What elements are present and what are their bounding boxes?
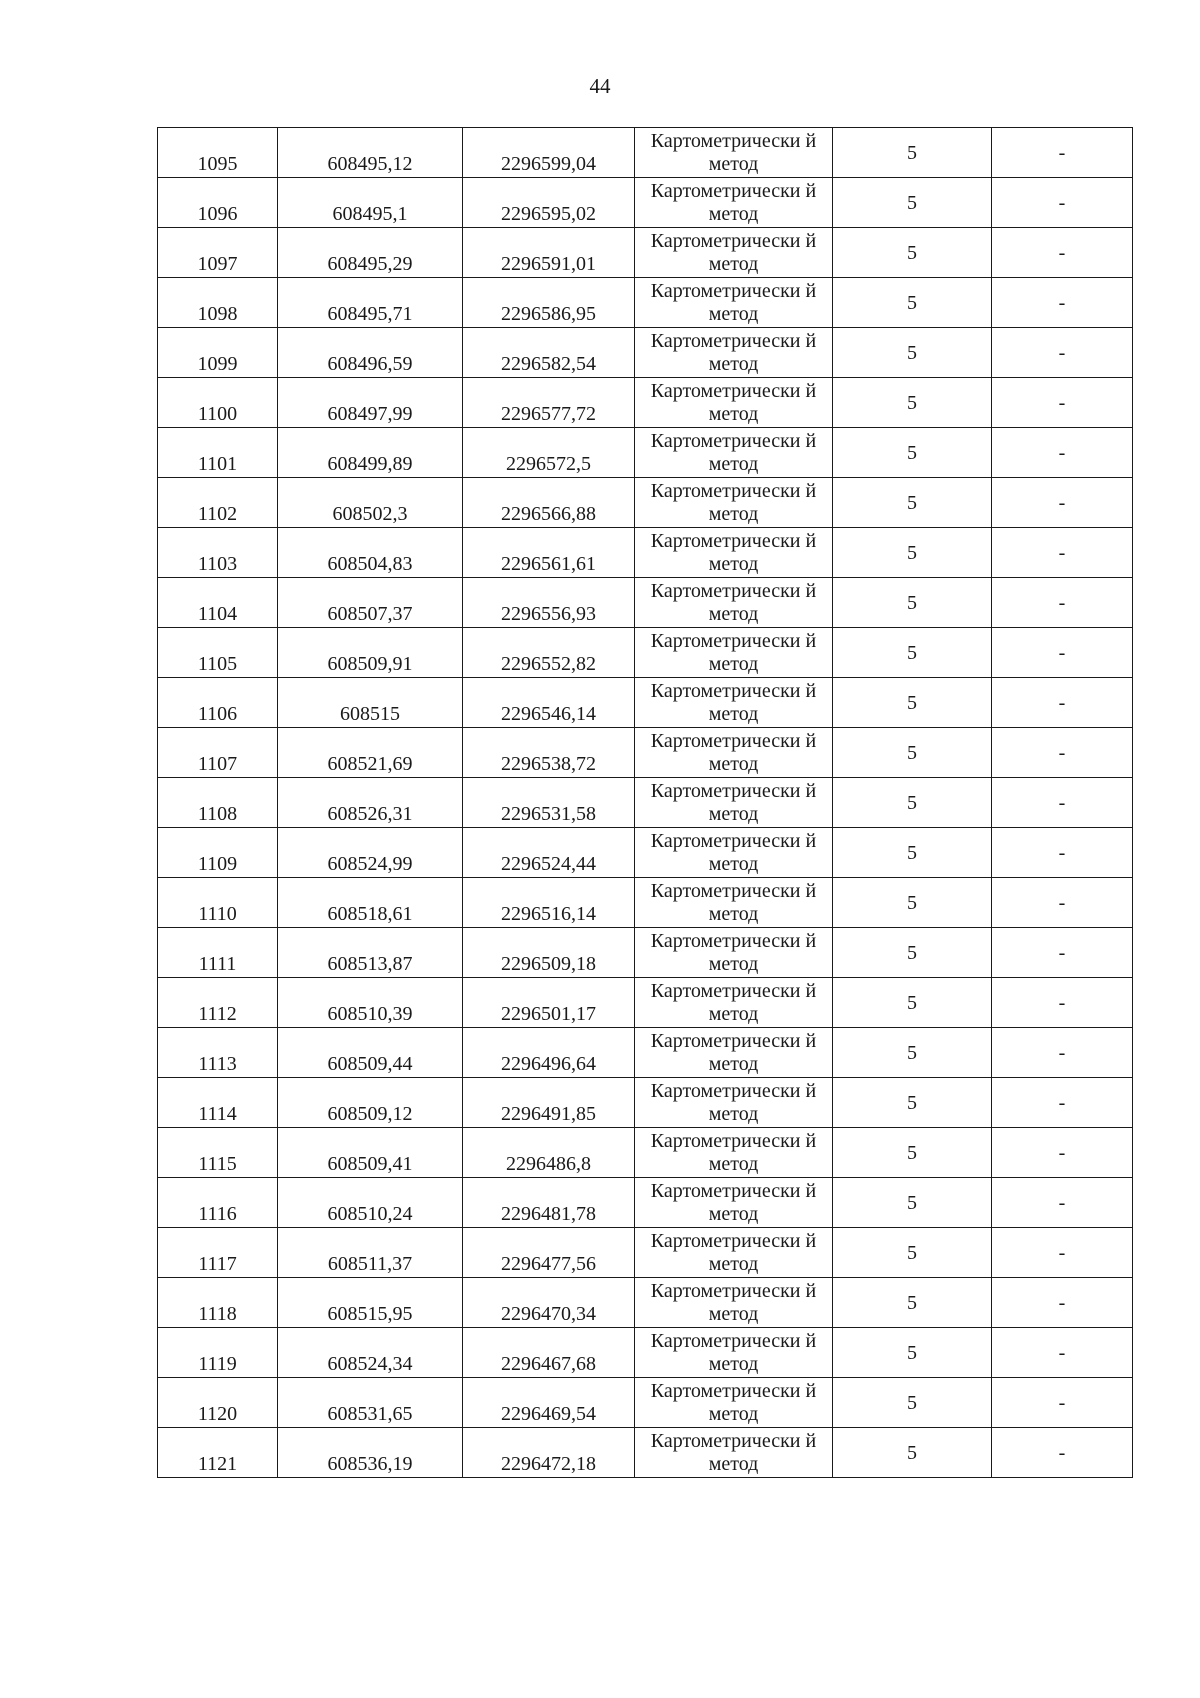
- accuracy-cell: 5: [833, 278, 992, 328]
- point-number-cell: 1110: [158, 878, 278, 928]
- method-cell: Картометрически й метод: [635, 1278, 833, 1328]
- point-number-cell: 1112: [158, 978, 278, 1028]
- table-row: [158, 878, 1133, 928]
- y-coordinate-cell: 2296552,82: [463, 628, 635, 678]
- y-coordinate-cell: 2296586,95: [463, 278, 635, 328]
- y-coordinate-cell: 2296599,04: [463, 128, 635, 178]
- accuracy-cell: 5: [833, 328, 992, 378]
- accuracy-cell: 5: [833, 378, 992, 428]
- table-row: [158, 778, 1133, 828]
- note-cell: -: [992, 828, 1133, 878]
- method-cell: Картометрически й метод: [635, 728, 833, 778]
- y-coordinate-cell: 2296582,54: [463, 328, 635, 378]
- accuracy-cell: 5: [833, 828, 992, 878]
- point-number-cell: 1107: [158, 728, 278, 778]
- y-coordinate-cell: 2296561,61: [463, 528, 635, 578]
- method-cell: Картометрически й метод: [635, 1028, 833, 1078]
- x-coordinate-cell: 608509,41: [278, 1128, 463, 1178]
- x-coordinate-cell: 608509,12: [278, 1078, 463, 1128]
- x-coordinate-cell: 608518,61: [278, 878, 463, 928]
- table-row: [158, 1378, 1133, 1428]
- method-cell: Картометрически й метод: [635, 128, 833, 178]
- accuracy-cell: 5: [833, 578, 992, 628]
- table-row: [158, 578, 1133, 628]
- table-row: [158, 1228, 1133, 1278]
- method-cell: Картометрически й метод: [635, 178, 833, 228]
- note-cell: -: [992, 428, 1133, 478]
- table-row: [158, 378, 1133, 428]
- point-number-cell: 1116: [158, 1178, 278, 1228]
- note-cell: -: [992, 1178, 1133, 1228]
- y-coordinate-cell: 2296538,72: [463, 728, 635, 778]
- accuracy-cell: 5: [833, 528, 992, 578]
- table-row: [158, 828, 1133, 878]
- method-cell: Картометрически й метод: [635, 878, 833, 928]
- accuracy-cell: 5: [833, 1028, 992, 1078]
- table-row: [158, 1128, 1133, 1178]
- accuracy-cell: 5: [833, 1178, 992, 1228]
- accuracy-cell: 5: [833, 678, 992, 728]
- accuracy-cell: 5: [833, 728, 992, 778]
- method-cell: Картометрически й метод: [635, 378, 833, 428]
- point-number-cell: 1101: [158, 428, 278, 478]
- table-row: [158, 978, 1133, 1028]
- point-number-cell: 1114: [158, 1078, 278, 1128]
- accuracy-cell: 5: [833, 1228, 992, 1278]
- accuracy-cell: 5: [833, 1078, 992, 1128]
- note-cell: -: [992, 1278, 1133, 1328]
- x-coordinate-cell: 608524,99: [278, 828, 463, 878]
- note-cell: -: [992, 1128, 1133, 1178]
- accuracy-cell: 5: [833, 1428, 992, 1478]
- page-number: 44: [589, 74, 611, 98]
- table-row: [158, 1028, 1133, 1078]
- y-coordinate-cell: 2296467,68: [463, 1328, 635, 1378]
- method-cell: Картометрически й метод: [635, 1078, 833, 1128]
- note-cell: -: [992, 928, 1133, 978]
- x-coordinate-cell: 608499,89: [278, 428, 463, 478]
- point-number-cell: 1103: [158, 528, 278, 578]
- method-cell: Картометрически й метод: [635, 1128, 833, 1178]
- y-coordinate-cell: 2296501,17: [463, 978, 635, 1028]
- method-cell: Картометрически й метод: [635, 678, 833, 728]
- method-cell: Картометрически й метод: [635, 428, 833, 478]
- y-coordinate-cell: 2296472,18: [463, 1428, 635, 1478]
- table-row: [158, 1078, 1133, 1128]
- method-cell: Картометрически й метод: [635, 778, 833, 828]
- x-coordinate-cell: 608536,19: [278, 1428, 463, 1478]
- note-cell: -: [992, 1228, 1133, 1278]
- method-cell: Картометрически й метод: [635, 328, 833, 378]
- point-number-cell: 1099: [158, 328, 278, 378]
- point-number-cell: 1115: [158, 1128, 278, 1178]
- y-coordinate-cell: 2296595,02: [463, 178, 635, 228]
- accuracy-cell: 5: [833, 778, 992, 828]
- y-coordinate-cell: 2296524,44: [463, 828, 635, 878]
- table-row: [158, 678, 1133, 728]
- x-coordinate-cell: 608510,39: [278, 978, 463, 1028]
- x-coordinate-cell: 608531,65: [278, 1378, 463, 1428]
- point-number-cell: 1120: [158, 1378, 278, 1428]
- x-coordinate-cell: 608507,37: [278, 578, 463, 628]
- table-row: [158, 178, 1133, 228]
- point-number-cell: 1119: [158, 1328, 278, 1378]
- table-row: [158, 128, 1133, 178]
- accuracy-cell: 5: [833, 1278, 992, 1328]
- y-coordinate-cell: 2296577,72: [463, 378, 635, 428]
- note-cell: -: [992, 678, 1133, 728]
- point-number-cell: 1098: [158, 278, 278, 328]
- method-cell: Картометрически й метод: [635, 1178, 833, 1228]
- x-coordinate-cell: 608510,24: [278, 1178, 463, 1228]
- y-coordinate-cell: 2296531,58: [463, 778, 635, 828]
- note-cell: -: [992, 578, 1133, 628]
- y-coordinate-cell: 2296566,88: [463, 478, 635, 528]
- accuracy-cell: 5: [833, 428, 992, 478]
- point-number-cell: 1106: [158, 678, 278, 728]
- point-number-cell: 1095: [158, 128, 278, 178]
- y-coordinate-cell: 2296486,8: [463, 1128, 635, 1178]
- y-coordinate-cell: 2296469,54: [463, 1378, 635, 1428]
- note-cell: -: [992, 1028, 1133, 1078]
- coordinates-table-body: [158, 128, 1133, 1478]
- x-coordinate-cell: 608504,83: [278, 528, 463, 578]
- table-row: [158, 1278, 1133, 1328]
- table-row: [158, 1428, 1133, 1478]
- y-coordinate-cell: 2296556,93: [463, 578, 635, 628]
- accuracy-cell: 5: [833, 1378, 992, 1428]
- x-coordinate-cell: 608497,99: [278, 378, 463, 428]
- note-cell: -: [992, 178, 1133, 228]
- x-coordinate-cell: 608511,37: [278, 1228, 463, 1278]
- point-number-cell: 1097: [158, 228, 278, 278]
- point-number-cell: 1105: [158, 628, 278, 678]
- method-cell: Картометрически й метод: [635, 978, 833, 1028]
- x-coordinate-cell: 608495,12: [278, 128, 463, 178]
- y-coordinate-cell: 2296572,5: [463, 428, 635, 478]
- note-cell: -: [992, 1078, 1133, 1128]
- x-coordinate-cell: 608515: [278, 678, 463, 728]
- table-row: [158, 478, 1133, 528]
- accuracy-cell: 5: [833, 478, 992, 528]
- note-cell: -: [992, 628, 1133, 678]
- accuracy-cell: 5: [833, 628, 992, 678]
- x-coordinate-cell: 608495,29: [278, 228, 463, 278]
- note-cell: -: [992, 878, 1133, 928]
- method-cell: Картометрически й метод: [635, 278, 833, 328]
- table-row: [158, 328, 1133, 378]
- y-coordinate-cell: 2296509,18: [463, 928, 635, 978]
- method-cell: Картометрически й метод: [635, 1378, 833, 1428]
- note-cell: -: [992, 1328, 1133, 1378]
- accuracy-cell: 5: [833, 228, 992, 278]
- note-cell: -: [992, 128, 1133, 178]
- note-cell: -: [992, 1378, 1133, 1428]
- note-cell: -: [992, 728, 1133, 778]
- y-coordinate-cell: 2296516,14: [463, 878, 635, 928]
- point-number-cell: 1096: [158, 178, 278, 228]
- x-coordinate-cell: 608513,87: [278, 928, 463, 978]
- accuracy-cell: 5: [833, 1128, 992, 1178]
- y-coordinate-cell: 2296591,01: [463, 228, 635, 278]
- x-coordinate-cell: 608526,31: [278, 778, 463, 828]
- point-number-cell: 1121: [158, 1428, 278, 1478]
- point-number-cell: 1108: [158, 778, 278, 828]
- method-cell: Картометрически й метод: [635, 928, 833, 978]
- y-coordinate-cell: 2296477,56: [463, 1228, 635, 1278]
- table-row: [158, 628, 1133, 678]
- table-row: [158, 728, 1133, 778]
- method-cell: Картометрически й метод: [635, 578, 833, 628]
- y-coordinate-cell: 2296470,34: [463, 1278, 635, 1328]
- table-row: [158, 528, 1133, 578]
- x-coordinate-cell: 608495,1: [278, 178, 463, 228]
- note-cell: -: [992, 328, 1133, 378]
- y-coordinate-cell: 2296546,14: [463, 678, 635, 728]
- point-number-cell: 1111: [158, 928, 278, 978]
- note-cell: -: [992, 778, 1133, 828]
- coordinates-table: [157, 127, 1133, 1478]
- x-coordinate-cell: 608521,69: [278, 728, 463, 778]
- point-number-cell: 1117: [158, 1228, 278, 1278]
- method-cell: Картометрически й метод: [635, 1328, 833, 1378]
- x-coordinate-cell: 608524,34: [278, 1328, 463, 1378]
- note-cell: -: [992, 1428, 1133, 1478]
- x-coordinate-cell: 608496,59: [278, 328, 463, 378]
- note-cell: -: [992, 528, 1133, 578]
- point-number-cell: 1104: [158, 578, 278, 628]
- table-row: [158, 428, 1133, 478]
- table-row: [158, 228, 1133, 278]
- y-coordinate-cell: 2296491,85: [463, 1078, 635, 1128]
- note-cell: -: [992, 978, 1133, 1028]
- note-cell: -: [992, 278, 1133, 328]
- note-cell: -: [992, 478, 1133, 528]
- accuracy-cell: 5: [833, 978, 992, 1028]
- accuracy-cell: 5: [833, 128, 992, 178]
- method-cell: Картометрически й метод: [635, 828, 833, 878]
- x-coordinate-cell: 608515,95: [278, 1278, 463, 1328]
- accuracy-cell: 5: [833, 178, 992, 228]
- y-coordinate-cell: 2296496,64: [463, 1028, 635, 1078]
- note-cell: -: [992, 378, 1133, 428]
- accuracy-cell: 5: [833, 928, 992, 978]
- method-cell: Картометрически й метод: [635, 528, 833, 578]
- point-number-cell: 1109: [158, 828, 278, 878]
- method-cell: Картометрически й метод: [635, 628, 833, 678]
- accuracy-cell: 5: [833, 1328, 992, 1378]
- table-row: [158, 1328, 1133, 1378]
- point-number-cell: 1113: [158, 1028, 278, 1078]
- note-cell: -: [992, 228, 1133, 278]
- table-row: [158, 278, 1133, 328]
- table-row: [158, 1178, 1133, 1228]
- accuracy-cell: 5: [833, 878, 992, 928]
- x-coordinate-cell: 608502,3: [278, 478, 463, 528]
- method-cell: Картометрически й метод: [635, 228, 833, 278]
- method-cell: Картометрически й метод: [635, 1428, 833, 1478]
- method-cell: Картометрически й метод: [635, 478, 833, 528]
- x-coordinate-cell: 608509,91: [278, 628, 463, 678]
- table-row: [158, 928, 1133, 978]
- method-cell: Картометрически й метод: [635, 1228, 833, 1278]
- y-coordinate-cell: 2296481,78: [463, 1178, 635, 1228]
- x-coordinate-cell: 608509,44: [278, 1028, 463, 1078]
- point-number-cell: 1102: [158, 478, 278, 528]
- x-coordinate-cell: 608495,71: [278, 278, 463, 328]
- point-number-cell: 1100: [158, 378, 278, 428]
- point-number-cell: 1118: [158, 1278, 278, 1328]
